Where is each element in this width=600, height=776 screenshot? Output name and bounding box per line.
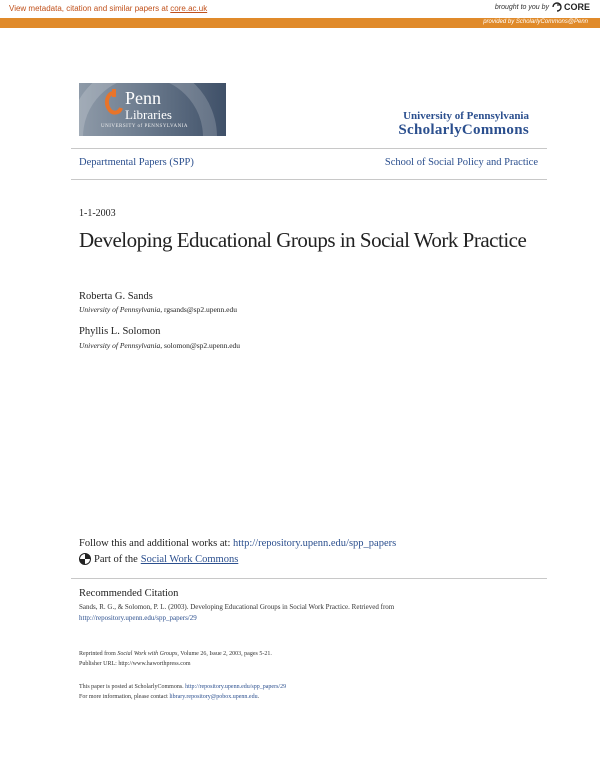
reprint-line [79, 651, 272, 657]
author-affiliation [79, 305, 237, 314]
part-of-line [79, 553, 238, 565]
dept-link[interactable]: Departmental Papers (SPP) [79, 157, 194, 168]
core-logo-text: CORE [563, 2, 590, 12]
citation-url[interactable]: http://repository.upenn.edu/spp_papers/29 [79, 614, 197, 622]
reprint-journal: Social Work with Groups [117, 651, 178, 657]
penn-mark-icon [103, 89, 125, 119]
divider-top [71, 148, 547, 149]
commons-network-icon [79, 553, 91, 565]
core-brought-by [495, 2, 590, 12]
author-name: Roberta G. Sands [79, 291, 153, 302]
core-logo[interactable] [552, 2, 590, 12]
core-banner [0, 0, 600, 18]
part-of-text: Part of the [94, 553, 138, 565]
penn-libraries-logo[interactable] [79, 83, 226, 136]
contact-line [79, 694, 259, 700]
posted-url[interactable]: http://repository.upenn.edu/spp_papers/29 [185, 684, 287, 690]
contact-email[interactable]: library.repository@pobox.upenn.edu [169, 694, 258, 700]
repo-university: University of Pennsylvania [403, 110, 529, 122]
affil-university: University of Pennsylvania [79, 305, 161, 314]
posted-line [79, 684, 286, 690]
recommended-heading: Recommended Citation [79, 588, 179, 599]
author-name: Phyllis L. Solomon [79, 326, 161, 337]
divider-recommended [71, 578, 547, 579]
affil-email: , solomon@sp2.upenn.edu [160, 341, 241, 350]
divider-nav [71, 179, 547, 180]
citation-text: Sands, R. G., & Solomon, P. L. (2003). Developing Educational Groups in Social Work Practice. Retrieved from [79, 603, 395, 611]
paper-title: Developing Educational Groups in Social Work Practice [79, 228, 527, 252]
publisher-url: Publisher URL: http://www.haworthpress.com [79, 661, 191, 667]
brought-text: brought to you by [494, 3, 549, 11]
contact-prefix: For more information, please contact [79, 694, 170, 700]
follow-text: Follow this and additional works at: [79, 538, 233, 549]
penn-word: Penn [125, 88, 161, 108]
series-link[interactable]: http://repository.upenn.edu/spp_papers [233, 538, 397, 549]
core-link[interactable]: core.ac.uk [170, 4, 208, 13]
posted-prefix: This paper is posted at ScholarlyCommons. [79, 684, 186, 690]
libraries-word: Libraries [125, 107, 172, 122]
reprint-prefix: Reprinted from [79, 651, 118, 657]
affil-email: , rgsands@sp2.upenn.edu [160, 305, 237, 314]
core-metadata-notice [9, 4, 207, 13]
follow-line [79, 538, 396, 549]
reprint-details: , Volume 26, Issue 2, 2003, pages 5-21. [177, 651, 272, 657]
contact-suffix: . [257, 694, 260, 700]
core-notice-text: View metadata, citation and similar papers at [9, 4, 171, 13]
publication-date: 1-1-2003 [79, 208, 116, 219]
provided-by: provided by ScholarlyCommons@Penn [483, 19, 588, 25]
school-link[interactable]: School of Social Policy and Practice [384, 157, 538, 168]
repo-name[interactable]: ScholarlyCommons [398, 122, 529, 138]
commons-link[interactable]: Social Work Commons [140, 553, 239, 565]
affil-university: University of Pennsylvania [79, 341, 161, 350]
author-affiliation [79, 341, 240, 350]
core-logo-icon [552, 2, 562, 12]
penn-subtitle: UNIVERSITY of PENNSYLVANIA [101, 124, 188, 129]
